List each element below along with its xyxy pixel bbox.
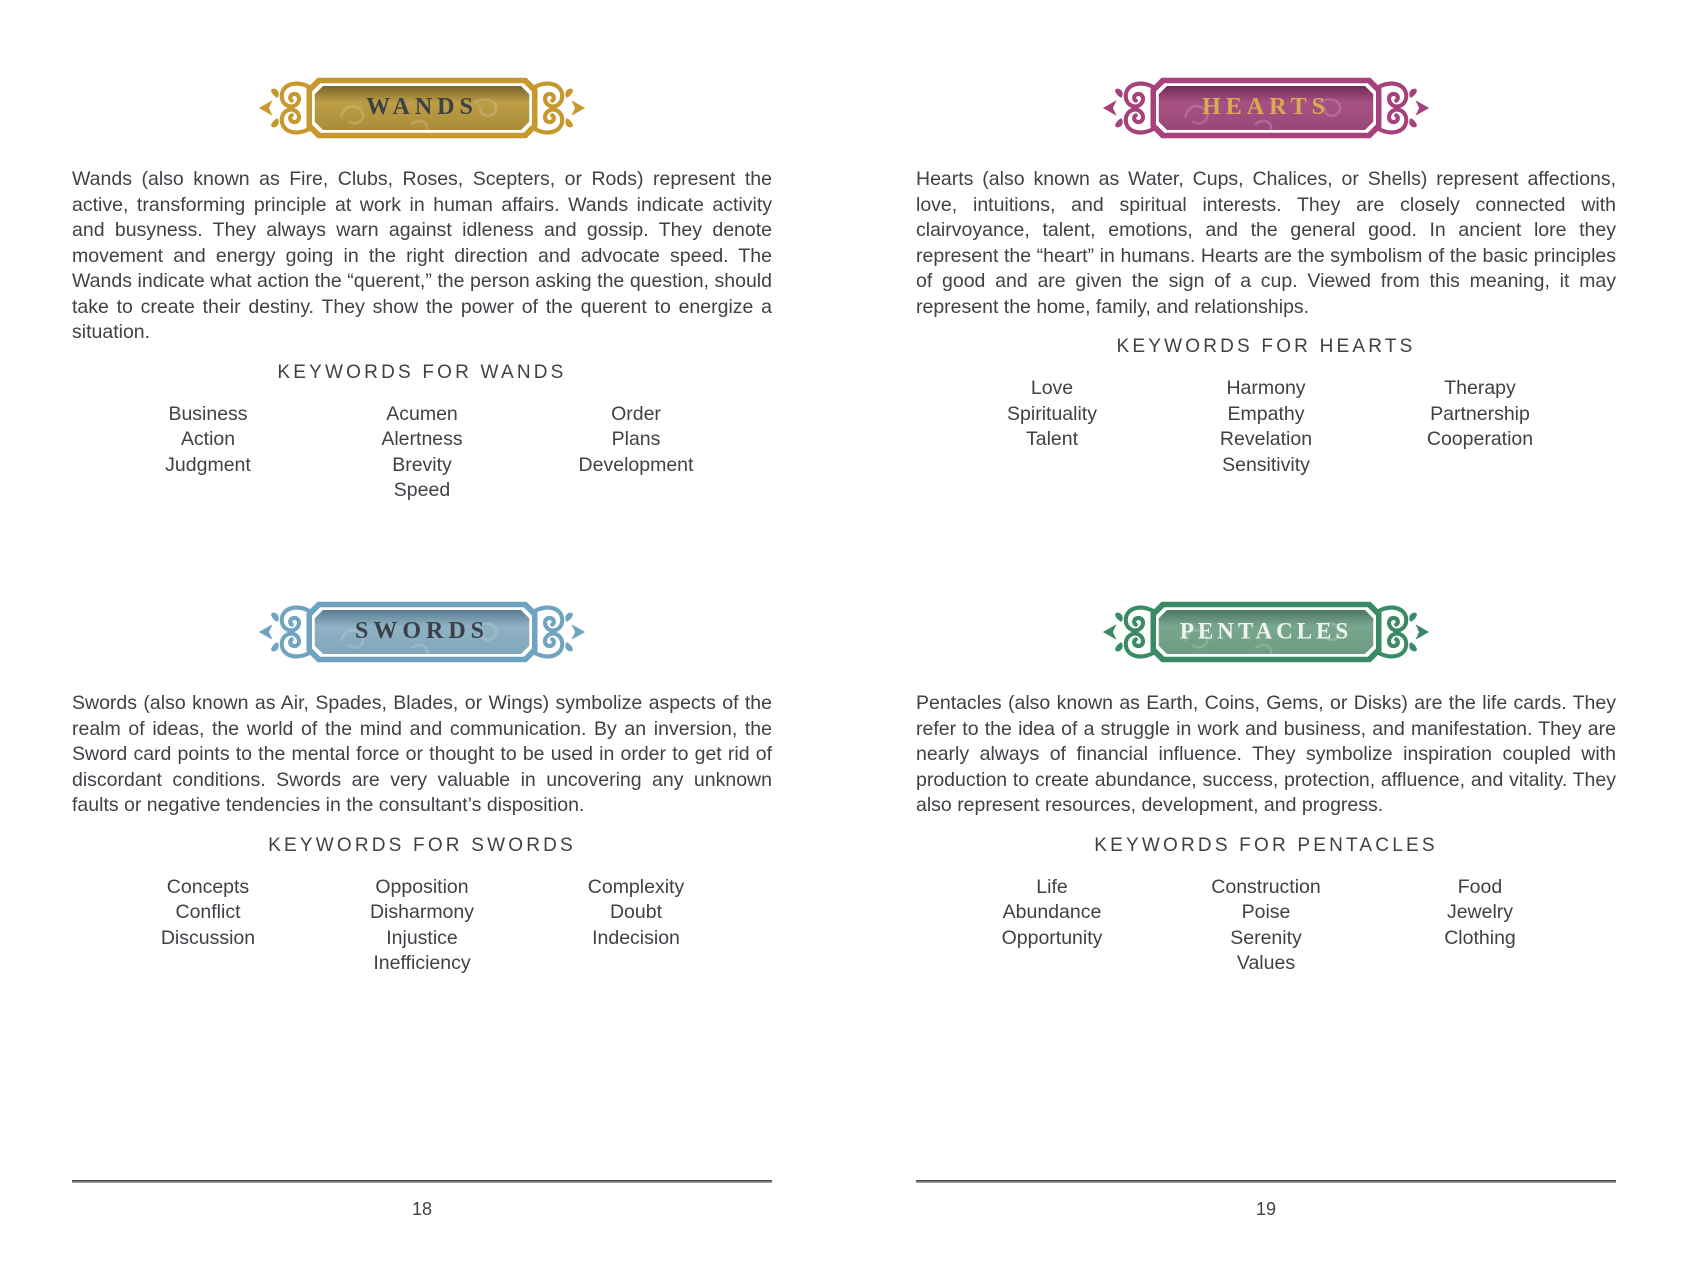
keyword-column: [101, 402, 315, 504]
banner-title-wands: WANDS: [366, 93, 478, 120]
keyword-item: Abundance: [1002, 901, 1102, 923]
keyword-item: Opposition: [375, 875, 469, 898]
keyword-column: [315, 875, 529, 977]
suit-section-pentacles: [916, 597, 1616, 977]
keyword-item: Therapy: [1444, 377, 1516, 399]
swords-description: Swords (also known as Air, Spades, Blades, or Wings) symbolize aspects of the realm of ideas, the world of the mind and communication. By an inversion, the Sword card points to the mental force or thought to be used in order to get rid of discordant conditions. Swords are very valuable in uncovering any unknown faults or negative tendencies in the consultant’s disposition.: [72, 692, 772, 816]
keyword-item: Acumen: [386, 402, 458, 425]
suit-section-hearts: [916, 73, 1616, 597]
keyword-item: Discussion: [160, 926, 256, 949]
keyword-item: Revelation: [1219, 428, 1313, 450]
banner-title-swords: SWORDS: [354, 617, 490, 644]
keyword-column: [945, 376, 1159, 478]
keyword-item: Serenity: [1230, 926, 1302, 949]
keyword-item: Opportunity: [1001, 926, 1103, 949]
banner-flourish-left-icon: [259, 84, 309, 133]
keyword-column: [315, 402, 529, 504]
keyword-item: Complexity: [587, 875, 685, 898]
hearts-keywords-grid: [916, 376, 1616, 478]
suit-section-swords: [72, 597, 772, 977]
swords-keywords-heading: KEYWORDS FOR SWORDS: [268, 834, 576, 856]
suit-section-wands: [72, 73, 772, 597]
keyword-column: [101, 875, 315, 977]
keyword-item: Doubt: [609, 901, 663, 923]
keyword-column: [1373, 376, 1587, 478]
keyword-item: Food: [1457, 875, 1503, 898]
keyword-item: Disharmony: [369, 901, 475, 923]
keyword-item: Order: [611, 402, 661, 425]
keyword-item: Sensitivity: [1222, 453, 1310, 476]
keyword-item: Concepts: [166, 875, 250, 898]
keyword-item: Alertness: [381, 428, 463, 450]
banner-flourish-left-icon: [1103, 608, 1153, 657]
keyword-item: Plans: [611, 428, 661, 450]
banner-flourish-left-icon: [1103, 84, 1153, 133]
keyword-item: Construction: [1211, 875, 1321, 898]
keyword-item: Brevity: [392, 453, 452, 476]
page-right: [844, 0, 1688, 1275]
pentacles-keywords-grid: [916, 875, 1616, 977]
page-right-footer: [916, 1180, 1616, 1220]
keyword-item: Values: [1236, 952, 1296, 974]
pentacles-keywords-heading: KEYWORDS FOR PENTACLES: [1094, 834, 1438, 856]
page-number: 18: [411, 1199, 433, 1219]
keyword-column: [529, 875, 743, 977]
keyword-column: [945, 875, 1159, 977]
keyword-column: [1159, 875, 1373, 977]
banner-title-pentacles: PENTACLES: [1179, 618, 1353, 644]
keyword-item: Harmony: [1226, 377, 1306, 399]
footer-rule: [72, 1180, 772, 1183]
keyword-item: Talent: [1025, 428, 1079, 450]
keyword-item: Judgment: [165, 453, 251, 476]
keyword-item: Business: [168, 402, 248, 425]
keyword-item: Spirituality: [1007, 402, 1097, 425]
keyword-item: Indecision: [592, 926, 680, 949]
wands-keywords-grid: [72, 402, 772, 504]
wands-keywords-heading: KEYWORDS FOR WANDS: [277, 361, 567, 383]
banner-flourish-right-icon: [535, 608, 585, 657]
keyword-item: Partnership: [1430, 402, 1530, 425]
keyword-item: Poise: [1241, 901, 1291, 923]
banner-flourish-right-icon: [1379, 84, 1429, 133]
swords-banner: [257, 597, 587, 667]
page-left-footer: [72, 1180, 772, 1220]
hearts-keywords-heading: KEYWORDS FOR HEARTS: [1116, 336, 1416, 357]
keyword-item: Jewelry: [1446, 901, 1514, 923]
keyword-item: Conflict: [175, 901, 241, 923]
keyword-item: Cooperation: [1426, 428, 1534, 450]
wands-description: Wands (also known as Fire, Clubs, Roses, Scepters, or Rods) represent the active, transforming principle at work in human affairs. Wands indicate activity and busyness. They always warn against idleness and gossip. They denote movement and energy going in the right direction and advocate speed. The Wands indicate what action the “querent,” the person asking the question, should take to create their destiny. They show the power of the querent to energize a situation.: [72, 168, 772, 343]
wands-banner: [257, 73, 587, 143]
keyword-column: [1373, 875, 1587, 977]
keyword-item: Development: [578, 453, 694, 476]
banner-flourish-left-icon: [259, 608, 309, 657]
hearts-description: Hearts (also known as Water, Cups, Chalices, or Shells) represent affections, love, intuitions, and spiritual interests. They are closely connected with clairvoyance, talent, emotions, and the general good. In ancient lore they represent the “heart” in humans. Hearts are the symbolism of the basic principles of good and are given the sign of a cup. Viewed from this meaning, it may represent the home, family, and relationships.: [916, 168, 1616, 318]
keyword-item: Clothing: [1444, 926, 1516, 949]
keyword-item: Action: [180, 428, 236, 450]
keyword-item: Injustice: [386, 926, 458, 949]
keyword-item: Speed: [393, 479, 451, 501]
page-left-content: [72, 0, 772, 977]
keyword-item: Love: [1030, 377, 1074, 399]
keyword-item: Empathy: [1227, 402, 1305, 425]
banner-flourish-right-icon: [1379, 608, 1429, 657]
keyword-item: Inefficiency: [373, 952, 471, 974]
page-number: 19: [1255, 1199, 1277, 1219]
keyword-item: Life: [1036, 875, 1068, 898]
hearts-banner: [1101, 73, 1431, 143]
footer-rule: [916, 1180, 1616, 1183]
pentacles-description: Pentacles (also known as Earth, Coins, Gems, or Disks) are the life cards. They refer to the idea of a struggle in work and business, and manifestation. They are nearly always of financial influence. They symbolize inspiration coupled with production to create abundance, success, protection, affluence, and vitality. They also represent resources, development, and progress.: [916, 692, 1616, 816]
keyword-column: [529, 402, 743, 504]
banner-title-hearts: HEARTS: [1202, 93, 1330, 120]
keyword-column: [1159, 376, 1373, 478]
pentacles-banner: [1101, 597, 1431, 667]
swords-keywords-grid: [72, 875, 772, 977]
banner-flourish-right-icon: [535, 84, 585, 133]
page-right-content: [916, 0, 1616, 977]
